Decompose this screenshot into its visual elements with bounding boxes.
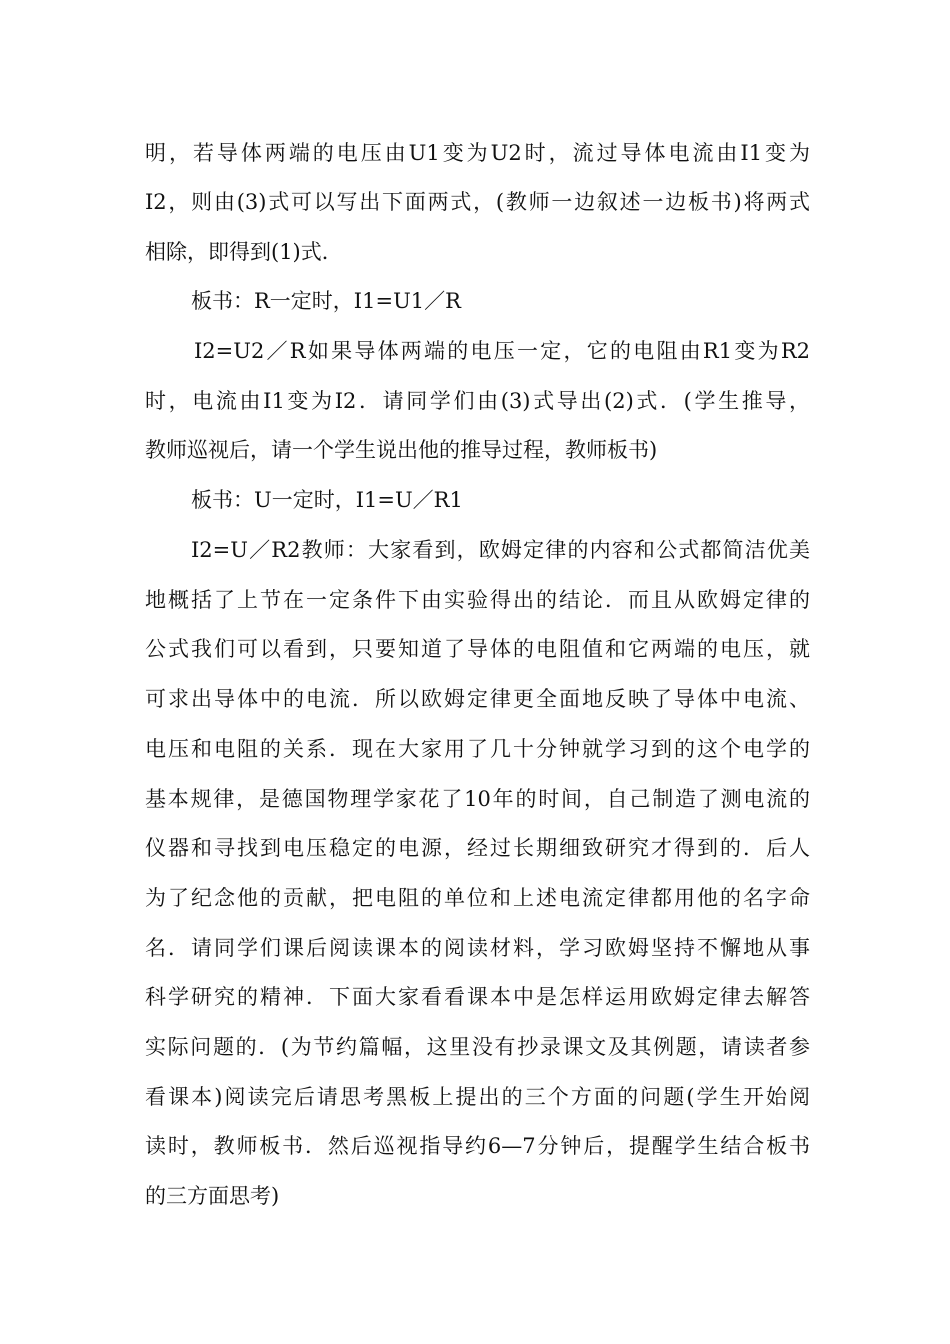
text-line: 为了纪念他的贡献，把电阻的单位和上述电流定律都用他的名字命 (145, 886, 810, 910)
text-line: 教师巡视后，请一个学生说出他的推导过程，教师板书) (145, 438, 658, 462)
text-line: 仪器和寻找到电压稳定的电源，经过长期细致研究才得到的．后人 (145, 836, 810, 860)
text-line: I2=U／R2教师：大家看到，欧姆定律的内容和公式都简洁优美 (191, 538, 810, 562)
text-line: 读时，教师板书．然后巡视指导约6—7分钟后，提醒学生结合板书 (145, 1134, 810, 1158)
text-line: 相除，即得到(1)式． (145, 240, 343, 264)
text-line: 科学研究的精神．下面大家看看课本中是怎样运用欧姆定律去解答 (145, 985, 810, 1009)
text-line: 基本规律，是德国物理学家花了10年的时间，自己制造了测电流的 (145, 787, 810, 811)
text-line: 实际问题的．(为节约篇幅，这里没有抄录课文及其例题，请读者参 (145, 1035, 810, 1059)
text-line: 板书：U一定时，I1=U／R1 (191, 488, 463, 512)
text-line: 地概括了上节在一定条件下由实验得出的结论．而且从欧姆定律的 (145, 588, 810, 612)
text-line: I2，则由(3)式可以写出下面两式，(教师一边叙述一边板书)将两式 (145, 190, 810, 214)
text-line: 公式我们可以看到，只要知道了导体的电阻值和它两端的电压，就 (145, 637, 810, 661)
text-line: 时，电流由I1变为I2．请同学们由(3)式导出(2)式．(学生推导， (145, 389, 810, 413)
text-line: 名．请同学们课后阅读课本的阅读材料，学习欧姆坚持不懈地从事 (145, 936, 810, 960)
text-line: I2=U2／R如果导体两端的电压一定，它的电阻由R1变为R2 (194, 339, 810, 363)
text-line: 看课本)阅读完后请思考黑板上提出的三个方面的问题(学生开始阅 (145, 1085, 810, 1109)
text-line: 电压和电阻的关系．现在大家用了几十分钟就学习到的这个电学的 (145, 737, 810, 761)
text-line: 的三方面思考) (145, 1184, 280, 1208)
text-line: 明，若导体两端的电压由U1变为U2时，流过导体电流由I1变为 (145, 141, 810, 165)
text-line: 可求出导体中的电流．所以欧姆定律更全面地反映了导体中电流、 (145, 687, 810, 711)
text-line: 板书：R一定时，I1=U1／R (191, 289, 461, 313)
